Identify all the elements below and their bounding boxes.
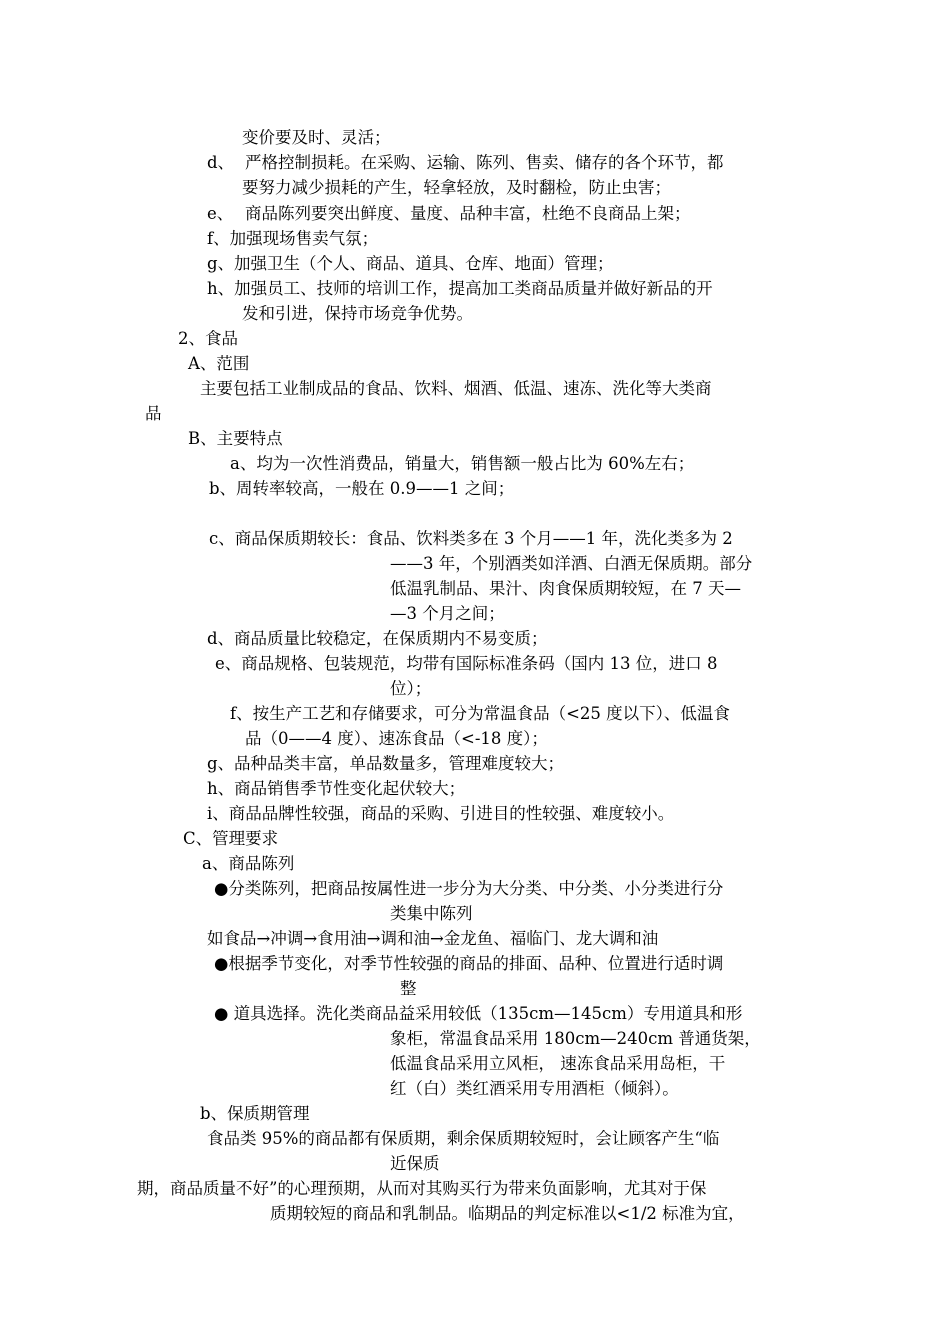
text-line: 类集中陈列	[390, 904, 473, 923]
text-line: 质期较短的商品和乳制品。临期品的判定标准以<1/2 标准为宜，	[270, 1204, 745, 1223]
text-line: 严格控制损耗。在采购、运输、陈列、售卖、储存的各个环节，都	[245, 153, 724, 172]
text-line: i、商品品牌性较强，商品的采购、引进目的性较强、难度较小。	[207, 804, 675, 823]
text-line: b、周转率较高，一般在 0.9——1 之间；	[209, 479, 515, 498]
text-line: 如食品→冲调→食用油→调和油→金龙鱼、福临门、龙大调和油	[207, 929, 659, 948]
text-line: e、商品规格、包装规范，均带有国际标准条码（国内 13 位，进口 8	[215, 654, 718, 673]
text-line: 商品陈列要突出鲜度、量度、品种丰富，杜绝不良商品上架；	[245, 204, 691, 223]
text-line: 近保质	[390, 1154, 440, 1173]
text-line: —3 个月之间；	[390, 604, 505, 623]
text-line: c、商品保质期较长：食品、饮料类多在 3 个月——1 年，洗化类多为 2	[209, 529, 733, 548]
text-line: ——3 年，个别酒类如洋酒、白酒无保质期。部分	[390, 554, 753, 573]
text-line: 品（0——4 度）、速冻食品（<-18 度）；	[245, 729, 548, 748]
text-line: d、商品质量比较稳定，在保质期内不易变质；	[207, 629, 548, 648]
item-label: e、	[207, 204, 234, 223]
subsection-heading: C、管理要求	[183, 829, 279, 848]
bullet-line: ●分类陈列，把商品按属性进一步分为大分类、中分类、小分类进行分	[214, 879, 724, 898]
text-line: 变价要及时、灵活；	[242, 128, 391, 147]
text-line: g、品种品类丰富，单品数量多，管理难度较大；	[207, 754, 565, 773]
text-line: 食品类 95%的商品都有保质期，剩余保质期较短时，会让顾客产生“临	[207, 1129, 720, 1148]
section-heading: 2、食品	[178, 329, 238, 348]
subsection-heading: b、保质期管理	[200, 1104, 310, 1123]
text-line: a、均为一次性消费品，销量大，销售额一般占比为 60%左右；	[230, 454, 695, 473]
text-line: 要努力减少损耗的产生，轻拿轻放，及时翻检，防止虫害；	[242, 178, 671, 197]
text-line: h、商品销售季节性变化起伏较大；	[207, 779, 466, 798]
text-line: f、加强现场售卖气氛；	[207, 229, 379, 248]
text-line: 整	[400, 979, 417, 998]
text-line: 发和引进，保持市场竞争优势。	[242, 304, 473, 323]
text-line: f、按生产工艺和存储要求，可分为常温食品（<25 度以下）、低温食	[230, 704, 730, 723]
text-line: 品	[145, 404, 162, 423]
subsection-heading: B、主要特点	[188, 429, 283, 448]
bullet-line: ● 道具选择。洗化类商品益采用较低（135cm—145cm）专用道具和形	[214, 1004, 743, 1023]
text-line: 象柜，常温食品采用 180cm—240cm 普通货架，	[390, 1029, 761, 1048]
bullet-line: ●根据季节变化，对季节性较强的商品的排面、品种、位置进行适时调	[214, 954, 724, 973]
text-line: 期，商品质量不好”的心理预期，从而对其购买行为带来负面影响，尤其对于保	[137, 1179, 707, 1198]
text-line: 主要包括工业制成品的食品、饮料、烟酒、低温、速冻、洗化等大类商	[200, 379, 712, 398]
text-line: 低温乳制品、果汁、肉食保质期较短，在 7 天—	[390, 579, 741, 598]
text-line: g、加强卫生（个人、商品、道具、仓库、地面）管理；	[207, 254, 614, 273]
text-line: h、加强员工、技师的培训工作，提高加工类商品质量并做好新品的开	[207, 279, 713, 298]
text-line: 低温食品采用立风柜， 速冻食品采用岛柜，干	[390, 1054, 726, 1073]
item-label: d、	[207, 153, 235, 172]
subsection-heading: a、商品陈列	[202, 854, 295, 873]
subsection-heading: A、范围	[188, 354, 250, 373]
text-line: 位）；	[390, 679, 432, 698]
text-line: 红（白）类红酒采用专用酒柜（倾斜）。	[390, 1079, 679, 1098]
